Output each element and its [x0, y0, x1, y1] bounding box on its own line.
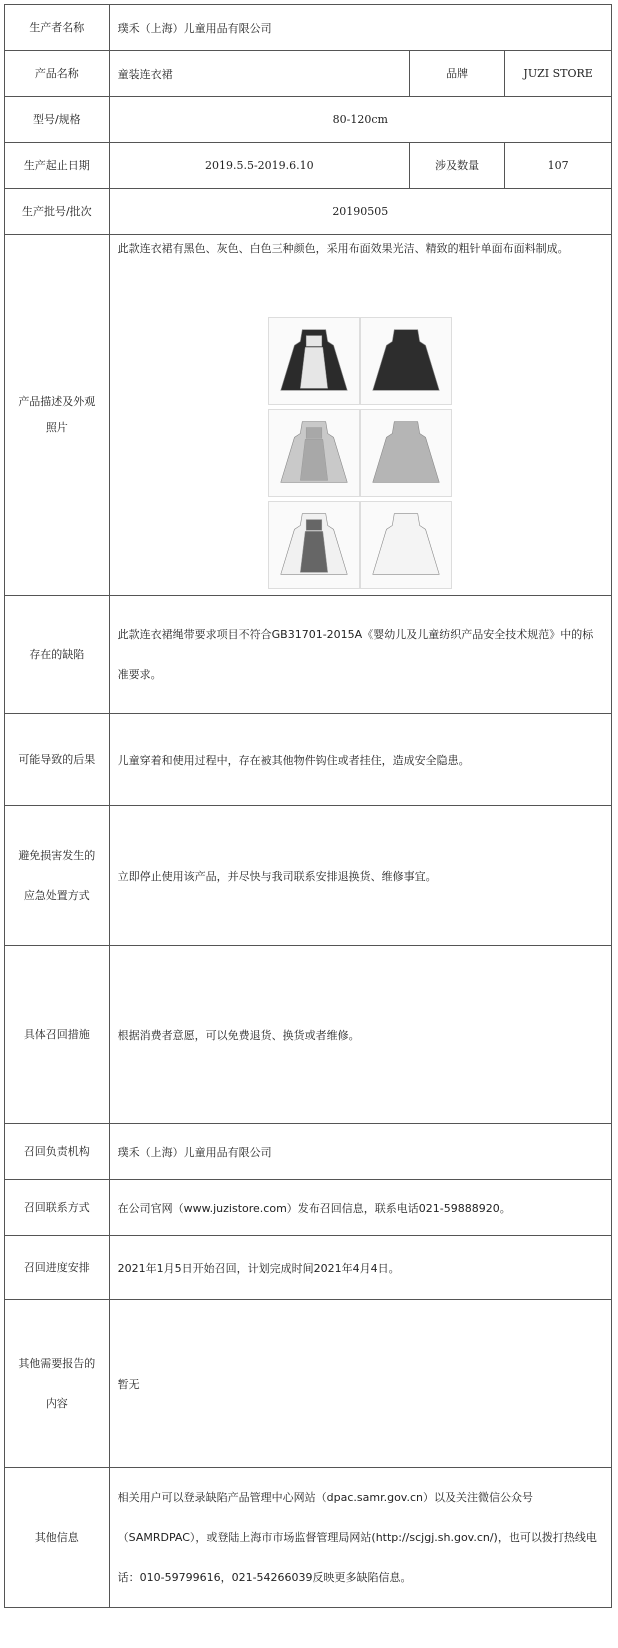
recall-info-table — [4, 4, 612, 1608]
photo-grey-dress — [360, 409, 452, 497]
row-contact — [5, 1180, 612, 1236]
row-manufacturer — [5, 5, 612, 51]
row-description — [5, 235, 612, 596]
consequence-label: 可能导致的后果 — [5, 714, 110, 806]
row-responsible — [5, 1124, 612, 1180]
photo-black-dress-with-apron — [268, 317, 360, 405]
production-dates-label: 生产起止日期 — [5, 143, 110, 189]
responsible-text: 璞禾（上海）儿童用品有限公司 — [109, 1124, 611, 1180]
consequence-text: 儿童穿着和使用过程中，存在被其他物件钩住或者挂住，造成安全隐患。 — [109, 714, 611, 806]
batch-label: 生产批号/批次 — [5, 189, 110, 235]
defect-label: 存在的缺陷 — [5, 596, 110, 714]
row-other-reports — [5, 1300, 612, 1468]
schedule-text: 2021年1月5日开始召回，计划完成时间2021年4月4日。 — [109, 1236, 611, 1300]
measures-text: 根据消费者意愿，可以免费退货、换货或者维修。 — [109, 946, 611, 1124]
row-production-dates — [5, 143, 612, 189]
photo-grey-dress-with-apron — [268, 409, 360, 497]
model-value: 80-120cm — [109, 97, 611, 143]
photo-white-dress — [360, 501, 452, 589]
brand-label: 品牌 — [410, 51, 505, 97]
row-other-info — [5, 1468, 612, 1608]
production-dates-value: 2019.5.5-2019.6.10 — [109, 143, 409, 189]
description-label: 产品描述及外观照片 — [5, 235, 110, 596]
row-consequence — [5, 714, 612, 806]
row-defect — [5, 596, 612, 714]
manufacturer-label: 生产者名称 — [5, 5, 110, 51]
defect-text: 此款连衣裙绳带要求项目不符合GB31701-2015A《婴幼儿及儿童纺织产品安全技术规范》中的标准要求。 — [109, 596, 611, 714]
photo-black-dress — [360, 317, 452, 405]
row-product — [5, 51, 612, 97]
other-info-label: 其他信息 — [5, 1468, 110, 1608]
manufacturer-value: 璞禾（上海）儿童用品有限公司 — [109, 5, 611, 51]
other-reports-label: 其他需要报告的内容 — [5, 1300, 110, 1468]
product-value: 童装连衣裙 — [109, 51, 409, 97]
batch-value: 20190505 — [109, 189, 611, 235]
other-info-text: 相关用户可以登录缺陷产品管理中心网站（dpac.samr.gov.cn）以及关注微信公众号（SAMRDPAC），或登陆上海市市场监督管理局网站(http://scjgj.sh.gov.cn/)，也可以拨打热线电话：010-59799616，021-54266039反映更多缺陷信息。 — [109, 1468, 611, 1608]
photo-white-dress-with-apron — [268, 501, 360, 589]
row-schedule — [5, 1236, 612, 1300]
row-batch — [5, 189, 612, 235]
quantity-label: 涉及数量 — [410, 143, 505, 189]
description-text: 此款连衣裙有黑色、灰色、白色三种颜色，采用布面效果光洁、精致的粗针单面布面料制成。 — [117, 242, 569, 255]
contact-label: 召回联系方式 — [5, 1180, 110, 1236]
row-measures — [5, 946, 612, 1124]
product-photo-grid — [268, 317, 452, 589]
other-reports-text: 暂无 — [109, 1300, 611, 1468]
row-emergency — [5, 806, 612, 946]
emergency-label: 避免损害发生的应急处置方式 — [5, 806, 110, 946]
description-cell — [109, 235, 611, 596]
model-label: 型号/规格 — [5, 97, 110, 143]
quantity-value: 107 — [505, 143, 612, 189]
product-label: 产品名称 — [5, 51, 110, 97]
brand-value: JUZI STORE — [505, 51, 612, 97]
emergency-text: 立即停止使用该产品，并尽快与我司联系安排退换货、维修事宜。 — [109, 806, 611, 946]
row-model — [5, 97, 612, 143]
responsible-label: 召回负责机构 — [5, 1124, 110, 1180]
contact-text: 在公司官网（www.juzistore.com）发布召回信息，联系电话021-59888920。 — [109, 1180, 611, 1236]
measures-label: 具体召回措施 — [5, 946, 110, 1124]
schedule-label: 召回进度安排 — [5, 1236, 110, 1300]
